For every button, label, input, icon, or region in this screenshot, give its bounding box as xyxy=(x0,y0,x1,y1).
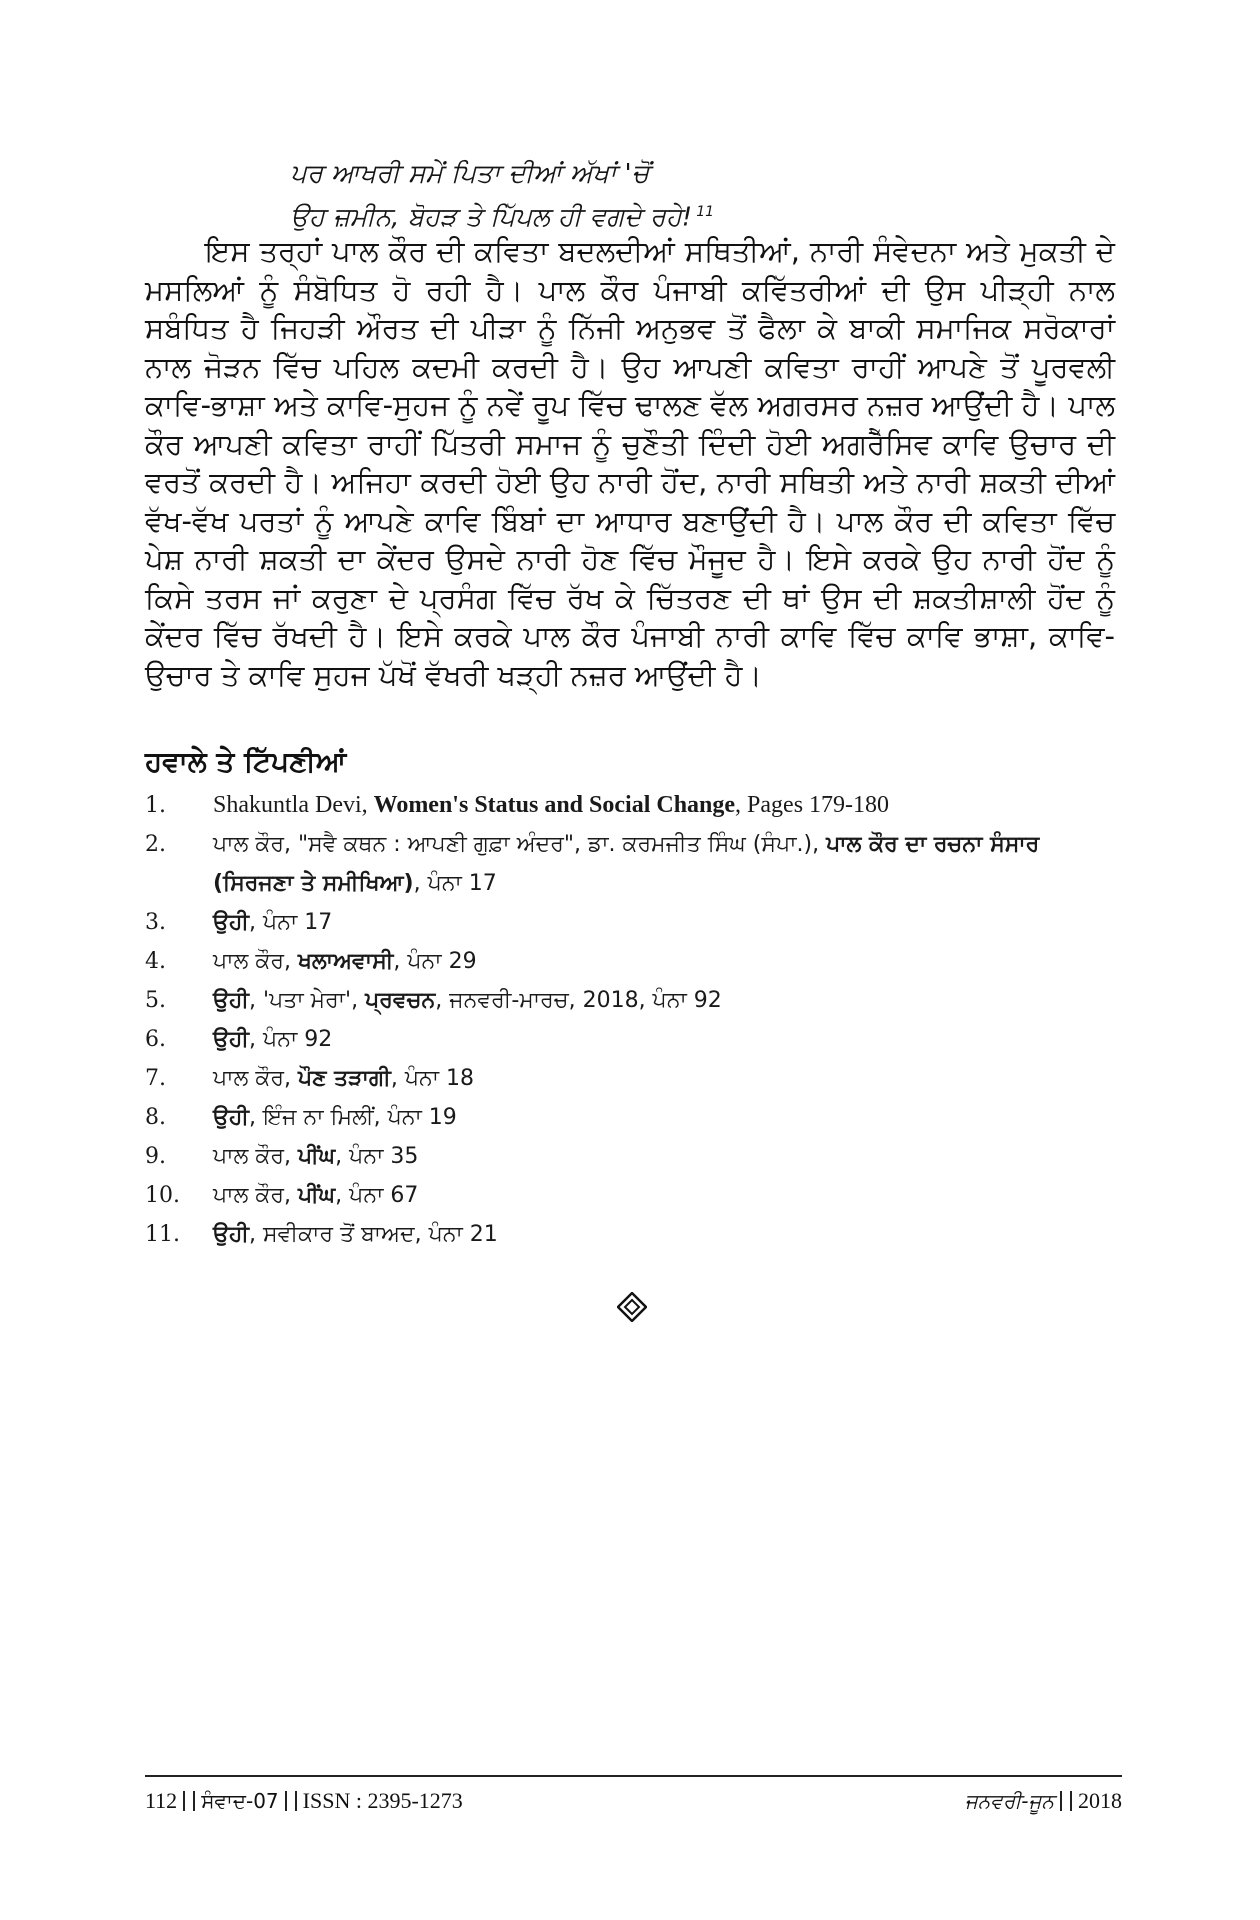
note-number: 1. xyxy=(145,793,166,818)
diamond-ornament-icon xyxy=(617,1292,647,1322)
note-title: ਖਲਾਅਵਾਸੀ xyxy=(297,949,394,974)
note-part: ਪਾਲ ਕੌਰ, xyxy=(213,949,298,974)
note-text xyxy=(213,1098,1125,1137)
note-item-6 xyxy=(145,1020,1125,1059)
separator-icon xyxy=(285,1791,297,1811)
note-title: ਪੌਣ ਤੜਾਗੀ xyxy=(297,1066,391,1091)
note-title: ਪੀਂਘ xyxy=(297,1183,336,1208)
issue-period: ਜਨਵਰੀ-ਜੂਨ xyxy=(964,1789,1054,1813)
note-part: , 'ਪਤਾ ਮੇਰਾ', xyxy=(249,988,366,1013)
verse-quote xyxy=(290,155,1090,237)
note-text xyxy=(213,1176,1125,1215)
footnote-ref: 11 xyxy=(696,204,715,220)
verse-line-2 xyxy=(290,193,1090,237)
note-part: ਪਾਲ ਕੌਰ, xyxy=(213,1144,298,1169)
note-part: Shakuntla Devi, xyxy=(213,792,374,818)
note-text xyxy=(213,825,1125,864)
note-number: 2. xyxy=(145,832,166,857)
note-title: ਉਹੀ xyxy=(213,1222,250,1247)
separator-icon xyxy=(183,1791,195,1811)
note-number: 4. xyxy=(145,949,166,974)
note-number: 11. xyxy=(145,1222,180,1247)
note-part: , ਸਵੀਕਾਰ ਤੋਂ ਬਾਅਦ, ਪੰਨਾ 21 xyxy=(249,1222,498,1247)
note-title: ਪਾਲ ਕੌਰ ਦਾ ਰਚਨਾ ਸੰਸਾਰ xyxy=(826,832,1040,857)
note-part: ਪਾਲ ਕੌਰ, "ਸਵੈ ਕਥਨ : ਆਪਣੀ ਗੁਫ਼ਾ ਅੰਦਰ", ਡਾ. ਕਰਮਜੀਤ ਸਿੰਘ (ਸੰਪਾ.), xyxy=(213,832,827,857)
note-number: 8. xyxy=(145,1105,166,1130)
issn: ISSN : 2395-1273 xyxy=(302,1788,463,1813)
note-item-4 xyxy=(145,942,1125,981)
note-title: (ਸਿਰਜਣਾ ਤੇ ਸਮੀਖਿਆ) xyxy=(213,871,414,896)
note-text xyxy=(213,1215,1125,1254)
note-item-1 xyxy=(145,786,1125,825)
note-title: ਉਹੀ xyxy=(213,1027,250,1052)
note-number: 7. xyxy=(145,1066,166,1091)
verse-line-2-text: ਉਹ ਜ਼ਮੀਨ, ਬੋਹੜ ਤੇ ਪਿੱਪਲ ਹੀ ਵਗਦੇ ਰਹੇ! xyxy=(290,202,693,233)
body-text xyxy=(145,232,1115,694)
note-part: , Pages 179-180 xyxy=(735,792,890,818)
note-item-11 xyxy=(145,1215,1125,1254)
note-text xyxy=(213,903,1125,942)
note-title: ਉਹੀ xyxy=(213,988,250,1013)
note-number: 9. xyxy=(145,1144,166,1169)
note-item-2 xyxy=(145,825,1125,864)
note-part: , ਪੰਨਾ 67 xyxy=(335,1183,419,1208)
verse-line-1: ਪਰ ਆਖਰੀ ਸਮੇਂ ਪਿਤਾ ਦੀਆਂ ਅੱਖਾਂ 'ਚੋਂ xyxy=(290,159,650,189)
note-text xyxy=(213,1059,1125,1098)
note-number: 6. xyxy=(145,1027,166,1052)
note-text xyxy=(213,981,1125,1020)
separator-icon xyxy=(1060,1791,1072,1811)
note-item-2-continued xyxy=(145,864,1125,903)
footer-left xyxy=(145,1788,463,1814)
note-part: , ਪੰਨਾ 17 xyxy=(413,871,497,896)
note-number: 5. xyxy=(145,988,166,1013)
note-number: 3. xyxy=(145,910,166,935)
paragraph: ਇਸ ਤਰ੍ਹਾਂ ਪਾਲ ਕੌਰ ਦੀ ਕਵਿਤਾ ਬਦਲਦੀਆਂ ਸਥਿਤੀਆਂ, ਨਾਰੀ ਸੰਵੇਦਨਾ ਅਤੇ ਮੁਕਤੀ ਦੇ ਮਸਲਿਆਂ ਨੂੰ ਸੰਬੋਧਿਤ ਹੋ ਰਹੀ ਹੈ। ਪਾਲ ਕੌਰ ਪੰਜਾਬੀ ਕਵਿੱਤਰੀਆਂ ਦੀ ਉਸ ਪੀੜ੍ਹੀ ਨਾਲ ਸਬੰਧਿਤ ਹੈ ਜਿਹੜੀ ਔਰਤ ਦੀ ਪੀੜਾ ਨੂੰ ਨਿੱਜੀ ਅਨੁਭਵ ਤੋਂ ਫੈਲਾ ਕੇ ਬਾਕੀ ਸਮਾਜਿਕ ਸਰੋਕਾਰਾਂ ਨਾਲ ਜੋੜਨ ਵਿੱਚ ਪਹਿਲ ਕਦਮੀ ਕਰਦੀ ਹੈ। ਉਹ ਆਪਣੀ ਕਵਿਤਾ ਰਾਹੀਂ ਆਪਣੇ ਤੋਂ ਪੂਰਵਲੀ ਕਾਵਿ-ਭਾਸ਼ਾ ਅਤੇ ਕਾਵਿ-ਸੁਹਜ ਨੂੰ ਨਵੇਂ ਰੂਪ ਵਿੱਚ ਢਾਲਣ ਵੱਲ ਅਗਰਸਰ ਨਜ਼ਰ ਆਉਂਦੀ ਹੈ। ਪਾਲ ਕੌਰ ਆਪਣੀ ਕਵਿਤਾ ਰਾਹੀਂ ਪਿੱਤਰੀ ਸਮਾਜ ਨੂੰ ਚੁਣੌਤੀ ਦਿੰਦੀ ਹੋਈ ਅਗਰੈੱਸਿਵ ਕਾਵਿ ਉਚਾਰ ਦੀ ਵਰਤੋਂ ਕਰਦੀ ਹੈ। ਅਜਿਹਾ ਕਰਦੀ ਹੋਈ ਉਹ ਨਾਰੀ ਹੋਂਦ, ਨਾਰੀ ਸਥਿਤੀ ਅਤੇ ਨਾਰੀ ਸ਼ਕਤੀ ਦੀਆਂ ਵੱਖ-ਵੱਖ ਪਰਤਾਂ ਨੂੰ ਆਪਣੇ ਕਾਵਿ ਬਿੰਬਾਂ ਦਾ ਆਧਾਰ ਬਣਾਉਂਦੀ ਹੈ। ਪਾਲ ਕੌਰ ਦੀ ਕਵਿਤਾ ਵਿੱਚ ਪੇਸ਼ ਨਾਰੀ ਸ਼ਕਤੀ ਦਾ ਕੇਂਦਰ ਉਸਦੇ ਨਾਰੀ ਹੋਣ ਵਿੱਚ ਮੌਜੂਦ ਹੈ। ਇਸੇ ਕਰਕੇ ਉਹ ਨਾਰੀ ਹੋਂਦ ਨੂੰ ਕਿਸੇ ਤਰਸ ਜਾਂ ਕਰੁਣਾ ਦੇ ਪ੍ਰਸੰਗ ਵਿੱਚ ਰੱਖ ਕੇ ਚਿੱਤਰਣ ਦੀ ਥਾਂ ਉਸ ਦੀ ਸ਼ਕਤੀਸ਼ਾਲੀ ਹੋਂਦ ਨੂੰ ਕੇਂਦਰ ਵਿੱਚ ਰੱਖਦੀ ਹੈ। ਇਸੇ ਕਰਕੇ ਪਾਲ ਕੌਰ ਪੰਜਾਬੀ ਨਾਰੀ ਕਾਵਿ ਵਿੱਚ ਕਾਵਿ ਭਾਸ਼ਾ, ਕਾਵਿ-ਉਚਾਰ ਤੇ ਕਾਵਿ ਸੁਹਜ ਪੱਖੋਂ ਵੱਖਰੀ ਖੜ੍ਹੀ ਨਜ਼ਰ ਆਉਂਦੀ ਹੈ। xyxy=(145,234,1115,692)
footer-right xyxy=(965,1788,1122,1814)
note-text xyxy=(213,1020,1125,1059)
note-number: 10. xyxy=(145,1183,180,1208)
note-item-7 xyxy=(145,1059,1125,1098)
note-part: , ਪੰਨਾ 92 xyxy=(249,1027,333,1052)
journal-name: ਸੰਵਾਦ-07 xyxy=(201,1789,279,1813)
note-part: , ਪੰਨਾ 17 xyxy=(249,910,333,935)
note-part: ਪਾਲ ਕੌਰ, xyxy=(213,1183,298,1208)
note-item-9 xyxy=(145,1137,1125,1176)
issue-year: 2018 xyxy=(1078,1788,1122,1813)
note-text xyxy=(213,786,1125,825)
page-footer xyxy=(145,1788,1122,1818)
page-number: 112 xyxy=(145,1788,178,1813)
note-part: , ਇੰਜ ਨਾ ਮਿਲੀਂ, ਪੰਨਾ 19 xyxy=(249,1105,457,1130)
note-part: , ਪੰਨਾ 35 xyxy=(335,1144,419,1169)
note-text xyxy=(213,1137,1125,1176)
note-title: ਉਹੀ xyxy=(213,1105,250,1130)
note-title: ਪ੍ਰਵਚਨ xyxy=(365,988,436,1013)
note-text xyxy=(213,942,1125,981)
note-item-8 xyxy=(145,1098,1125,1137)
note-item-10 xyxy=(145,1176,1125,1215)
note-title: ਉਹੀ xyxy=(213,910,250,935)
note-part: , ਪੰਨਾ 29 xyxy=(393,949,477,974)
note-text xyxy=(213,864,1125,903)
note-title: ਪੀਂਘ xyxy=(297,1144,336,1169)
note-part: , ਜਨਵਰੀ-ਮਾਰਚ, 2018, ਪੰਨਾ 92 xyxy=(435,988,722,1013)
notes-list xyxy=(145,786,1125,1254)
notes-heading: ਹਵਾਲੇ ਤੇ ਟਿੱਪਣੀਆਂ xyxy=(145,745,347,778)
note-title: Women's Status and Social Change xyxy=(373,792,736,818)
note-item-5 xyxy=(145,981,1125,1020)
footer-divider xyxy=(145,1775,1122,1777)
note-item-3 xyxy=(145,903,1125,942)
note-part: ਪਾਲ ਕੌਰ, xyxy=(213,1066,298,1091)
note-part: , ਪੰਨਾ 18 xyxy=(390,1066,475,1091)
